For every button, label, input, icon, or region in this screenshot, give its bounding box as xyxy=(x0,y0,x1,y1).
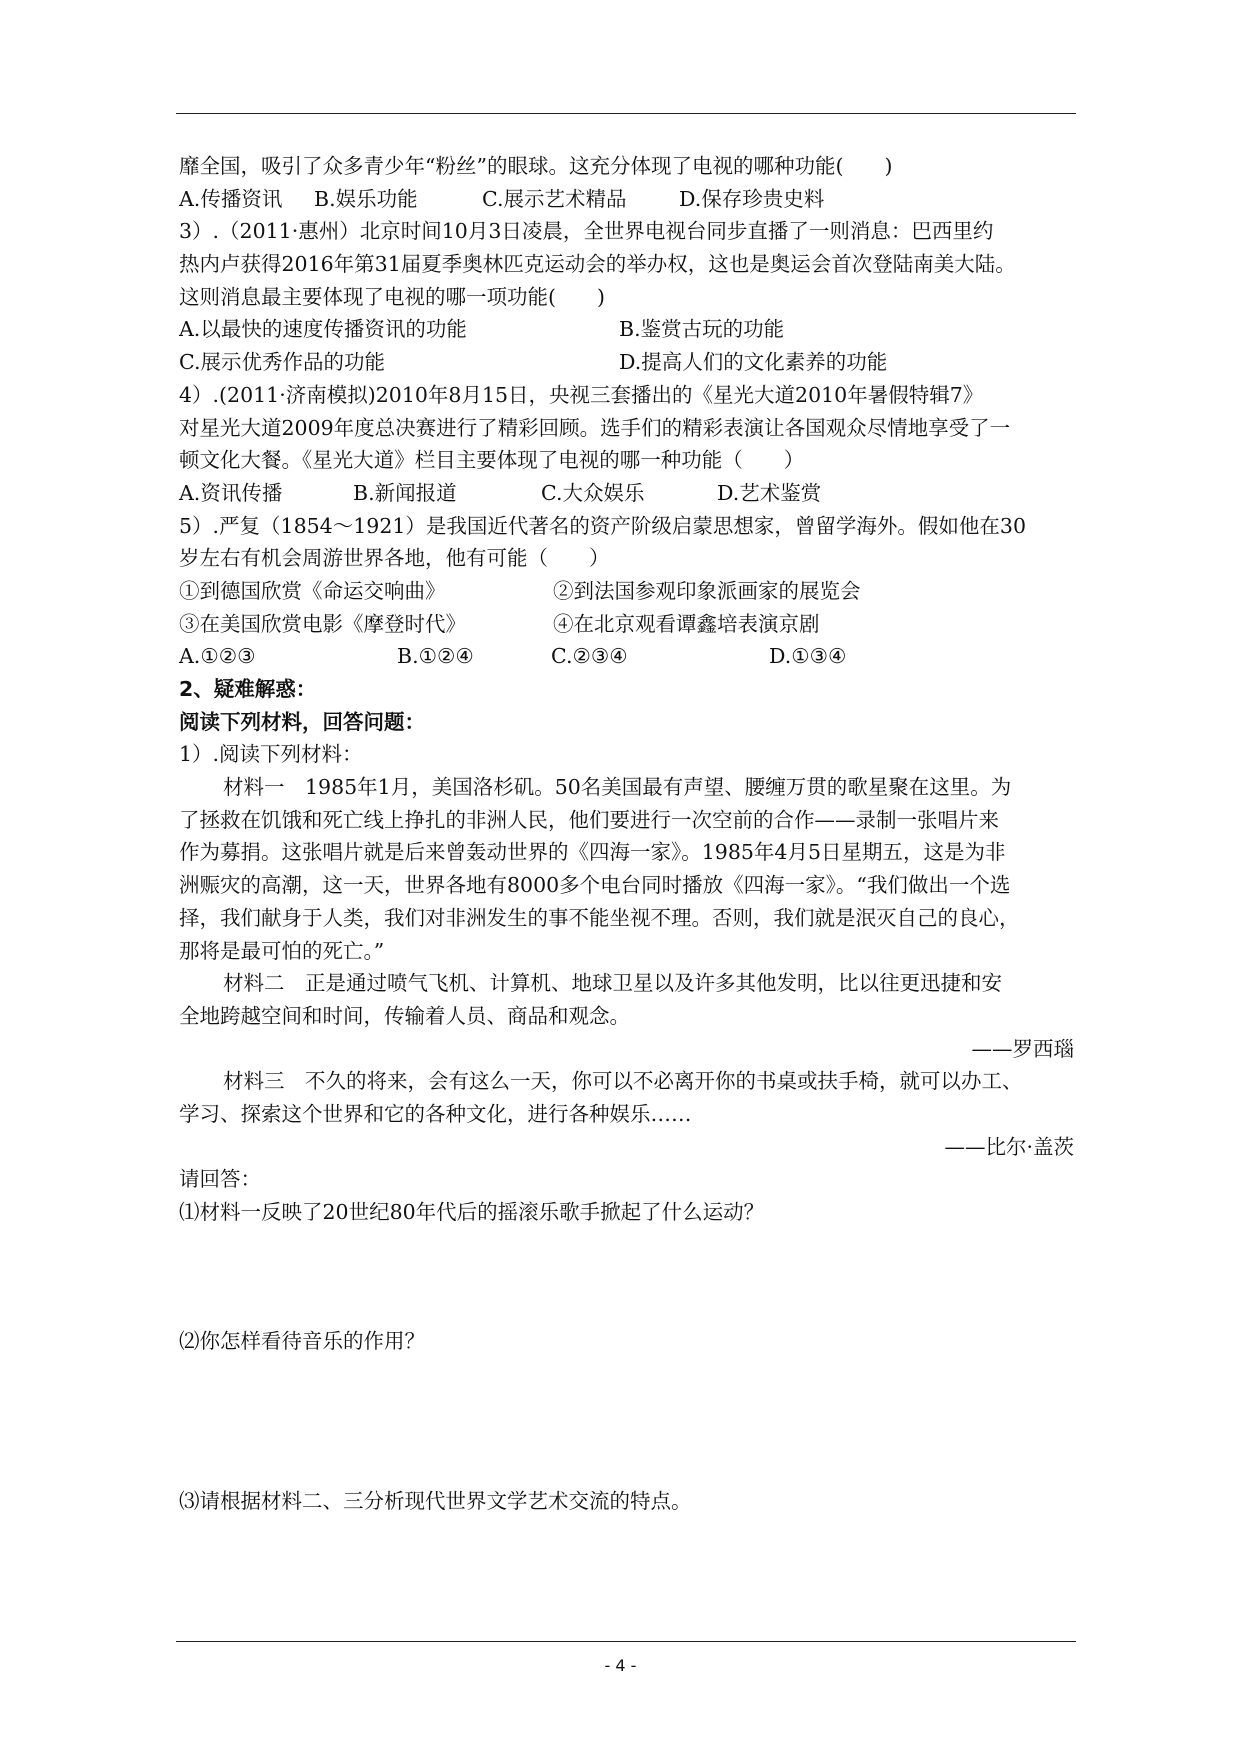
question-1: ⑴材料一反映了20世纪80年代后的摇滚乐歌手掀起了什么运动？ xyxy=(179,1200,765,1224)
q2-option-b: B.娱乐功能 xyxy=(314,186,418,211)
q4-line-1: 4）.(2011·济南模拟)2010年8月15日，央视三套播出的《星光大道2010年暑假特辑7》 xyxy=(179,382,984,407)
material2-line-1: 材料二 正是通过喷气飞机、计算机、地球卫星以及许多其他发明，比以往更迅捷和安 xyxy=(223,971,1002,996)
q5-option-d: D.①③④ xyxy=(769,644,847,669)
material1-line-1: 材料一 1985年1月，美国洛杉矶。50名美国最有声望、腰缠万贯的歌星聚在这里。为 xyxy=(223,775,1012,800)
question-2: ⑵你怎样看待音乐的作用？ xyxy=(179,1328,425,1353)
question-3: ⑶请根据材料二、三分析现代世界文学艺术交流的特点。 xyxy=(179,1489,692,1514)
material1-line-5: 择，我们献身于人类，我们对非洲发生的事不能坐视不理。否则，我们就是泯灭自己的良心， xyxy=(179,905,1020,930)
q4-option-d: D.艺术鉴赏 xyxy=(717,480,822,505)
material1-line-2: 了拯救在饥饿和死亡线上挣扎的非洲人民，他们要进行一次空前的合作——录制一张唱片来 xyxy=(179,807,999,832)
q5-option-a: A.①②③ xyxy=(179,644,256,669)
q5-item-1: ①到德国欣赏《命运交响曲》 xyxy=(179,578,446,603)
q4-options xyxy=(179,477,1074,510)
material3-source: ——比尔·盖茨 xyxy=(944,1134,1074,1159)
answer-space-1 xyxy=(179,1229,1074,1325)
material3-line-1: 材料三 不久的将来，会有这么一天，你可以不必离开你的书桌或扶手椅，就可以办工、 xyxy=(223,1069,1023,1094)
q4-option-a: A.资讯传播 xyxy=(179,480,283,505)
material2-source: ——罗西瑙 xyxy=(971,1036,1074,1061)
q3-line-1: 3）.（2011·惠州）北京时间10月3日凌晨，全世界电视台同步直播了一则消息：巴西里约 xyxy=(179,219,994,244)
header-rule xyxy=(176,113,1076,114)
q5-item-3: ③在美国欣赏电影《摩登时代》 xyxy=(179,611,466,636)
section-heading: 2、疑难解惑： xyxy=(179,677,317,701)
q5-items-row-2 xyxy=(179,608,1074,641)
material1-line-3: 作为募捐。这张唱片就是后来曾轰动世界的《四海一家》。1985年4月5日星期五，这是为非 xyxy=(179,840,1006,865)
q2-option-c: C.展示艺术精品 xyxy=(482,186,627,211)
q3-option-a: A.以最快的速度传播资讯的功能 xyxy=(179,317,467,342)
q2-option-d: D.保存珍贵史料 xyxy=(679,186,825,211)
material3-line-2: 学习、探索这个世界和它的各种文化，进行各种娱乐…… xyxy=(179,1101,692,1126)
q3-line-2: 热内卢获得2016年第31届夏季奥林匹克运动会的举办权，这也是奥运会首次登陆南美大陆。 xyxy=(179,252,1016,277)
material1-line-4: 洲赈灾的高潮，这一天，世界各地有8000多个电台同时播放《四海一家》。“我们做出一个选 xyxy=(179,873,1011,898)
q3-options-row-1 xyxy=(179,313,1074,346)
q4-line-2: 对星光大道2009年度总决赛进行了精彩回顾。选手们的精彩表演让各国观众尽情地享受了一 xyxy=(179,415,1011,440)
q5-items-row-1 xyxy=(179,575,1074,608)
answer-prompt: 请回答： xyxy=(179,1167,261,1192)
q4-option-b: B.新闻报道 xyxy=(353,480,457,505)
answer-space-2 xyxy=(179,1357,1074,1485)
page-number: - 4 - xyxy=(604,1656,637,1675)
q4-line-3: 顿文化大餐。《星光大道》栏目主要体现了电视的哪一种功能（ ） xyxy=(179,448,805,473)
q5-line-1: 5）.严复（1854～1921）是我国近代著名的资产阶级启蒙思想家，曾留学海外。假如他在30 xyxy=(179,513,1026,538)
q3-option-d: D.提高人们的文化素养的功能 xyxy=(619,350,888,375)
q5-item-2: ②到法国参观印象派画家的展览会 xyxy=(553,578,861,603)
q5-option-c: C.②③④ xyxy=(551,644,628,669)
sub-heading: 1）.阅读下列材料： xyxy=(179,742,363,767)
q2-text: 靡全国，吸引了众多青少年“粉丝”的眼球。这充分体现了电视的哪种功能( ) xyxy=(179,154,893,178)
footer-rule xyxy=(176,1641,1076,1642)
document-body xyxy=(179,150,1074,1518)
q5-option-b: B.①②④ xyxy=(397,644,474,669)
material1-line-6: 那将是最可怕的死亡。” xyxy=(179,938,385,963)
q5-item-4: ④在北京观看谭鑫培表演京剧 xyxy=(553,611,820,636)
q5-options xyxy=(179,640,1074,673)
q3-option-b: B.鉴赏古玩的功能 xyxy=(619,317,785,342)
q3-options-row-2 xyxy=(179,346,1074,379)
q4-option-c: C.大众娱乐 xyxy=(541,480,645,505)
q3-line-3: 这则消息最主要体现了电视的哪一项功能( ) xyxy=(179,284,605,309)
q5-line-2: 岁左右有机会周游世界各地，他有可能（ ） xyxy=(179,546,610,571)
section-instruction: 阅读下列材料，回答问题： xyxy=(179,709,425,734)
q2-option-a: A.传播资讯 xyxy=(179,186,283,211)
material2-line-2: 全地跨越空间和时间，传输着人员、商品和观念。 xyxy=(179,1003,630,1028)
q3-option-c: C.展示优秀作品的功能 xyxy=(179,350,385,375)
q2-options xyxy=(179,183,1074,216)
